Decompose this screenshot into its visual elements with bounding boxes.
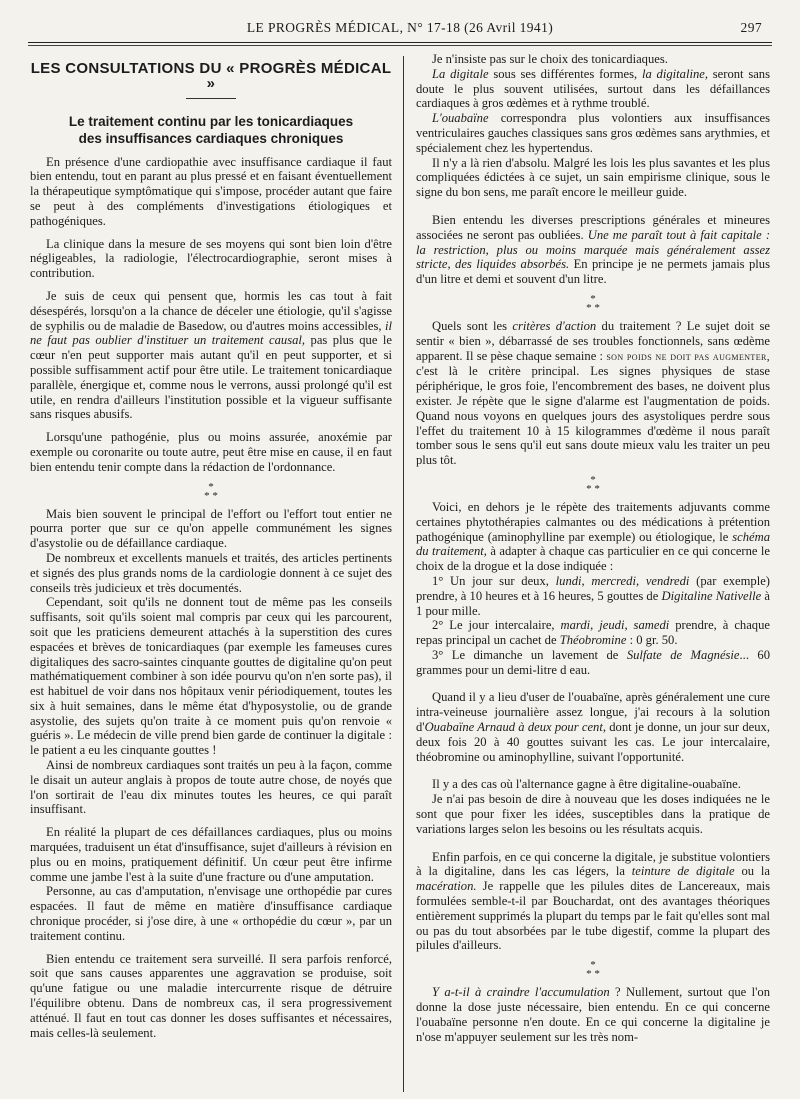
article-title-line1: Le traitement continu par les tonicardiaques xyxy=(68,113,354,129)
paragraph: Voici, en dehors je le répète des traitements adjuvants comme certaines phytothérapies calmantes ou des médications à prétention pathogénique (aminophylline par exemple) ou étiologique, le schéma du traitement, à adapter à chaque cas particulier en ce qui concerne le choix de la drogue et la dose indiquée : xyxy=(416,499,770,574)
paragraph: Bien entendu les diverses prescriptions générales et mineures associées ne seront pas oubliées. Une me paraît tout à fait capitale : la restriction, plus ou moins marquée mais généralement assez stricte, des liquides absorbés. En principe je ne permets jamais plus d'un litre et demi et souvent d'un litre. xyxy=(416,212,770,287)
paragraph: Je n'insiste pas sur le choix des tonicardiaques. xyxy=(432,52,668,66)
paragraph: Bien entendu ce traitement sera surveillé. Il sera parfois renforcé, soit que sans causes apparentes une aggravation se produise, soit qu'une fatigue ou une maladie intercurrente risque de détruire l'équilibre obtenu. Dans de nombreux cas, il sera progressivement atténué. Il faut en tout cas donner les doses suffisantes et nécessaires, mais celles-là seulement. xyxy=(30,951,392,1040)
paragraph: Lorsqu'une pathogénie, plus ou moins assurée, anoxémie par exemple ou coronarite ou toute autre, peut être mise en cause, il en faut bien entendu tenir compte dans la rédaction de l'ordonnance. xyxy=(30,430,392,474)
right-column xyxy=(416,52,770,1092)
left-column xyxy=(30,52,392,1092)
column-divider xyxy=(403,56,404,1092)
paragraph: Ainsi de nombreux cardiaques sont traités un peu à la façon, comme le disait un auteur anglais à propos de toute autre chose, de noyés que l'on sortirait de l'eau dix minutes toutes les heures, ce qui paraît insuffisant. xyxy=(30,758,392,817)
paragraph: Il y a des cas où l'alternance gagne à être digitaline-ouabaïne. xyxy=(432,777,741,792)
section-rule xyxy=(186,98,236,99)
paragraph: Je suis de ceux qui pensent que, hormis les cas tout à fait désespérés, lorsqu'on a la chance de déceler une étiologie, qu'il s'agisse de syphilis ou de maladie de Basedow, ou d'autres moins accessibles, il ne faut pas oublier d'instituer un traitement causal, pas plus que le cœur n'en peut supporter mais autant qu'il en peut supporter, et si possible suffisamment actif pour être utile. Le traitement tonicardiaque parallèle, énergique et, comme nous le verrons, aussi prolongé qu'il est utile, en rendra d'ailleurs l'institution possible et la vigueur suffisante sans risques abusifs. xyxy=(30,288,392,422)
header-rule-thick xyxy=(28,42,772,43)
section-stars: * * * xyxy=(586,473,600,495)
section-title: LES CONSULTATIONS DU « PROGRÈS MÉDICAL » xyxy=(30,60,392,92)
paragraph: L'ouabaïne correspondra plus volontiers aux insuffisances ventriculaires gauches classiques sans gros œdèmes sans arythmies, et spécialement chez les hypertendus. xyxy=(416,111,770,155)
paragraph: Enfin parfois, en ce qui concerne la digitale, je substitue volontiers à la digitaline, dans les cas légers, la teinture de digitale ou la macération. Je rappelle que les pilules dites de Lancereaux, mais formulées semble-t-il par Bouchardat, ont des avantages théoriques entièrement supprimés la plupart du temps par le fait qu'elles sont mal ou pas du tout absorbées par le tube digestif, comme la plupart des pilules d'ailleurs. xyxy=(416,849,770,953)
paragraph: 1° Un jour sur deux, lundi, mercredi, vendredi (par exemple) prendre, à 10 heures et à 16 heures, 5 gouttes de Digitaline Nativelle à 1 pour mille. xyxy=(416,573,770,618)
journal-header-title: LE PROGRÈS MÉDICAL, N° 17-18 (26 Avril 1941) xyxy=(246,20,554,35)
header-rule-thin xyxy=(28,45,772,46)
paragraph: Je n'ai pas besoin de dire à nouveau que les doses indiquées ne le sont que pour fixer les idées, susceptibles dans la pratique de variations larges selon les besoins ou les résultats acquis. xyxy=(416,792,770,836)
paragraph: Mais bien souvent le principal de l'effort ou l'effort tout entier ne pourra porter que sur ce qu'on appelle communément les signes d'asystolie ou de défaillance cardiaque. xyxy=(30,506,392,551)
section-stars: * * * xyxy=(586,959,600,981)
paragraph: 2° Le jour intercalaire, mardi, jeudi, samedi prendre, à chaque repas principal un cachet de Théobromine : 0 gr. 50. xyxy=(416,618,770,648)
paragraph: La clinique dans la mesure de ses moyens qui sont bien loin d'être négligeables, la radiologie, l'électrocardiographie, seront mises à contribution. xyxy=(30,236,392,281)
paragraph: La digitale sous ses différentes formes, la digitaline, seront sans doute le plus souvent utilisées, surtout dans les défaillances cardiaques à gros œdèmes et à rythme troublé. xyxy=(416,66,770,111)
paragraph: Quels sont les critères d'action du traitement ? Le sujet doit se sentir « bien », débarrassé de ses troubles fonctionnels, sans œdème apparent. Il se pèse chaque semaine : son poids ne doit pas augmenter, c'est là le critère principal. Les signes physiques de stase périphérique, le gros foie, l'encombrement des bases, ne doivent plus exister. Je répète que le signe d'alarme est l'augmentation de poids. Quand nous voyons en quelques jours des asystoliques perdre sous l'effet du traitement 10 à 15 kilogrammes d'œdème il nous paraît tomber sous le sens qu'il eut sans doute mieux valu les traiter un peu plus tôt. xyxy=(416,318,770,468)
paragraph: Il n'y a là rien d'absolu. Malgré les lois les plus savantes et les plus compliquées édictées à ce sujet, un sain empirisme clinique, sous le signe du bon sens, me paraît encore le meilleur guide. xyxy=(416,155,770,200)
paragraph: En réalité la plupart de ces défaillances cardiaques, plus ou moins marquées, traduisent un état d'insuffisance, sujet d'ailleurs à révision en plus ou en moins, pratiquement définitif. Un cœur peut être infirme comme une jambe l'est à la suite d'une fracture ou d'une amputation. xyxy=(30,825,392,884)
section-stars: * * * xyxy=(586,292,600,314)
paragraph: En présence d'une cardiopathie avec insuffisance cardiaque il faut bien entendu, tout en parant au plus pressé et en faisant éventuellement la thérapeutique symptômatique qui s'impose, procéder autant que faire se peut à des compléments d'investigations étiologiques et pathogéniques. xyxy=(30,154,392,228)
paragraph: Cependant, soit qu'ils ne donnent tout de même pas les conseils suffisants, soit qu'ils soient mal compris par ceux qui les parcourent, soit que les praticiens demeurent attachés à la superstition des cures espacées et brèves de tonicardiaques (par exemple les fameuses cures digitaliques des sacro-saintes cinquante gouttes de digitaline qu'on peut mathématiquement combiner à son idée pourvu qu'on n'en sorte pas), il est habituel de voir dans nos hôpitaux venir périodiquement, toutes les six à huit semaines, dans le même état d'hyposystolie, ou de grande asystolie, des sujets qu'on traite à ce moment puis qu'on renvoie « guéris ». Le médecin de ville prend bien garde de continuer la digitale : le patient a eu les cinquante gouttes ! xyxy=(30,595,392,758)
paragraph: 3° Le dimanche un lavement de Sulfate de Magnésie... 60 grammes pour un demi-litre d eau. xyxy=(416,647,770,677)
paragraph: Personne, au cas d'amputation, n'envisage une orthopédie par cures espacées. Il faut de même en matière d'insuffisance cardiaque chronique procéder, si j'ose dire, à une « orthopédie du cœur », par un traitement continu. xyxy=(30,884,392,943)
paragraph: De nombreux et excellents manuels et traités, des articles pertinents et signés des plus grands noms de la cardiologie donnent à ce sujet des conseils très judicieux et très documentés. xyxy=(30,550,392,595)
page-number: 297 xyxy=(740,20,762,35)
running-header xyxy=(28,18,772,40)
section-stars: * * * xyxy=(204,480,218,502)
article-title xyxy=(30,113,392,147)
paragraph: Quand il y a lieu d'user de l'ouabaïne, après généralement une cure intra-veineuse journalière assez longue, j'ai recours à la solution d'Ouabaïne Arnaud à deux pour cent, dont je donne, un jour sur deux, deux fois 20 à 40 gouttes suivant les cas. Le jour intercalaire, théobromine ou aminophylline, suivant l'opportunité. xyxy=(416,690,770,764)
paragraph: Y a-t-il à craindre l'accumulation ? Nullement, surtout que l'on donne la dose juste nécessaire, bien entendu. En ce qui concerne l'ouabaïne personne n'en doute. En ce qui concerne la digitaline je n'ose m'appuyer seulement sur les très nom- xyxy=(416,985,770,1044)
article-title-line2: des insuffisances cardiaques chroniques xyxy=(78,130,344,146)
